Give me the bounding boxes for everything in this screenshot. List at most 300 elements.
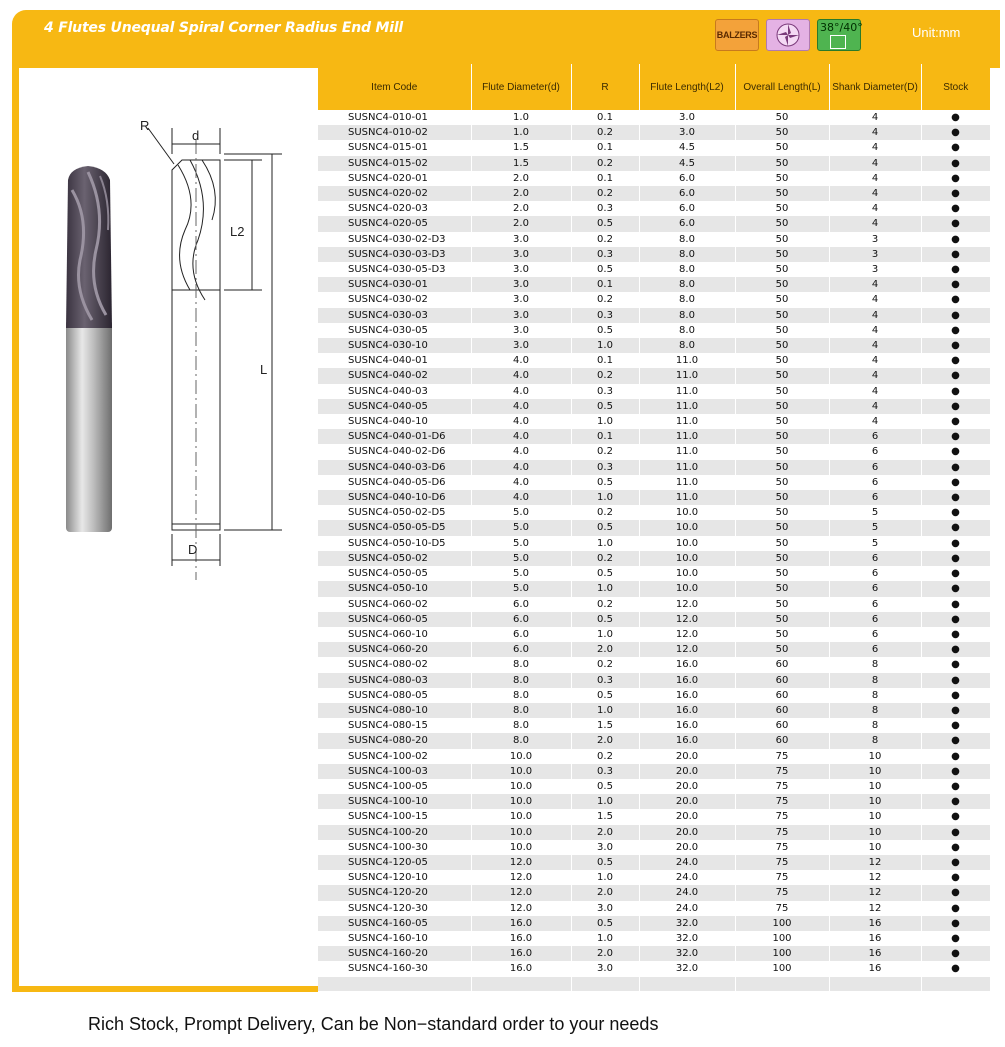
- table-row: [318, 794, 990, 809]
- table-cell: 75: [735, 794, 829, 809]
- table-cell: ●: [921, 551, 990, 566]
- table-cell: 10.0: [471, 840, 571, 855]
- table-cell: 75: [735, 809, 829, 824]
- table-cell: 6.0: [639, 171, 735, 186]
- table-row: [318, 612, 990, 627]
- shank-label: D: [188, 542, 198, 557]
- table-cell: 4: [829, 384, 921, 399]
- table-cell: 1.0: [471, 110, 571, 125]
- table-cell: 5: [829, 536, 921, 551]
- table-cell: 50: [735, 171, 829, 186]
- table-cell: 4: [829, 110, 921, 125]
- table-cell: 4: [829, 140, 921, 155]
- table-cell: 60: [735, 733, 829, 748]
- table-cell: 2.0: [571, 885, 639, 900]
- table-cell: 10.0: [471, 749, 571, 764]
- table-cell: 6: [829, 581, 921, 596]
- table-cell: 16.0: [471, 931, 571, 946]
- table-cell: SUSNC4-120-20: [318, 885, 471, 900]
- table-cell: 2.0: [571, 946, 639, 961]
- table-row: [318, 657, 990, 672]
- table-row: [318, 627, 990, 642]
- table-cell: ●: [921, 201, 990, 216]
- table-cell: 0.5: [571, 688, 639, 703]
- table-cell: ●: [921, 247, 990, 262]
- table-row: [318, 536, 990, 551]
- table-cell: 4.5: [639, 140, 735, 155]
- table-cell: 1.5: [471, 156, 571, 171]
- table-cell: 6.0: [471, 642, 571, 657]
- table-cell: 16.0: [639, 673, 735, 688]
- table-cell: 0.2: [571, 292, 639, 307]
- table-cell: ●: [921, 156, 990, 171]
- table-cell: SUSNC4-060-02: [318, 597, 471, 612]
- table-cell: ●: [921, 475, 990, 490]
- table-cell: 8.0: [471, 718, 571, 733]
- table-cell: ●: [921, 946, 990, 961]
- table-cell: 24.0: [639, 855, 735, 870]
- end-mill-drawing: [148, 128, 282, 580]
- table-cell: 50: [735, 460, 829, 475]
- table-row: [318, 308, 990, 323]
- table-cell: 12.0: [471, 855, 571, 870]
- table-cell: 0.3: [571, 460, 639, 475]
- table-cell: [639, 977, 735, 991]
- table-cell: ●: [921, 566, 990, 581]
- table-cell: 0.2: [571, 186, 639, 201]
- table-cell: 0.5: [571, 779, 639, 794]
- table-cell: 50: [735, 414, 829, 429]
- table-cell: 12.0: [471, 901, 571, 916]
- table-cell: 3: [829, 262, 921, 277]
- table-cell: ●: [921, 642, 990, 657]
- table-cell: 0.2: [571, 597, 639, 612]
- table-cell: SUSNC4-020-02: [318, 186, 471, 201]
- table-cell: ●: [921, 794, 990, 809]
- table-cell: 0.5: [571, 475, 639, 490]
- table-cell: SUSNC4-100-10: [318, 794, 471, 809]
- table-cell: 50: [735, 125, 829, 140]
- table-cell: 50: [735, 475, 829, 490]
- table-cell: SUSNC4-030-03-D3: [318, 247, 471, 262]
- table-cell: SUSNC4-080-02: [318, 657, 471, 672]
- table-row: [318, 931, 990, 946]
- table-cell: 24.0: [639, 901, 735, 916]
- table-cell: ●: [921, 414, 990, 429]
- table-cell: ●: [921, 277, 990, 292]
- table-row: [318, 718, 990, 733]
- table-cell: 20.0: [639, 794, 735, 809]
- table-cell: ●: [921, 110, 990, 125]
- table-row: [318, 870, 990, 885]
- table-row: [318, 125, 990, 140]
- table-row: [318, 673, 990, 688]
- table-cell: 8.0: [471, 657, 571, 672]
- table-cell: 24.0: [639, 870, 735, 885]
- table-cell: 3.0: [471, 262, 571, 277]
- table-cell: 0.1: [571, 277, 639, 292]
- page-title: 4 Flutes Unequal Spiral Corner Radius End Mill: [44, 20, 404, 36]
- table-cell: 20.0: [639, 825, 735, 840]
- table-cell: 10.0: [639, 581, 735, 596]
- table-cell: 75: [735, 825, 829, 840]
- table-cell: 50: [735, 520, 829, 535]
- table-cell: 1.0: [571, 581, 639, 596]
- table-cell: 0.1: [571, 353, 639, 368]
- table-row: [318, 429, 990, 444]
- table-cell: ●: [921, 444, 990, 459]
- helix-angle-icon: [817, 19, 861, 51]
- table-cell: ●: [921, 140, 990, 155]
- table-cell: 8.0: [471, 703, 571, 718]
- table-cell: 0.2: [571, 368, 639, 383]
- table-cell: SUSNC4-100-30: [318, 840, 471, 855]
- table-row: [318, 977, 990, 991]
- table-row: [318, 216, 990, 231]
- table-cell: 50: [735, 429, 829, 444]
- table-cell: SUSNC4-060-20: [318, 642, 471, 657]
- helix-box-icon: [830, 35, 846, 49]
- table-cell: 10: [829, 779, 921, 794]
- table-cell: 16.0: [471, 916, 571, 931]
- table-cell: 4.0: [471, 460, 571, 475]
- table-cell: SUSNC4-100-02: [318, 749, 471, 764]
- table-cell: 3.0: [471, 277, 571, 292]
- table-cell: 50: [735, 368, 829, 383]
- table-cell: 0.5: [571, 399, 639, 414]
- table-cell: 0.2: [571, 657, 639, 672]
- table-cell: SUSNC4-160-05: [318, 916, 471, 931]
- table-cell: 4.0: [471, 353, 571, 368]
- table-cell: 20.0: [639, 779, 735, 794]
- table-cell: ●: [921, 186, 990, 201]
- table-cell: SUSNC4-040-05: [318, 399, 471, 414]
- table-row: [318, 110, 990, 125]
- column-header: Overall Length(L): [735, 64, 829, 110]
- table-cell: 4: [829, 216, 921, 231]
- table-cell: SUSNC4-060-10: [318, 627, 471, 642]
- table-cell: 4.0: [471, 444, 571, 459]
- table-cell: 75: [735, 764, 829, 779]
- table-cell: SUSNC4-030-02: [318, 292, 471, 307]
- table-cell: SUSNC4-040-10-D6: [318, 490, 471, 505]
- table-cell: 0.1: [571, 171, 639, 186]
- table-cell: 50: [735, 505, 829, 520]
- table-cell: 60: [735, 718, 829, 733]
- table-cell: 5.0: [471, 505, 571, 520]
- table-row: [318, 581, 990, 596]
- table-cell: SUSNC4-040-02: [318, 368, 471, 383]
- table-cell: 5.0: [471, 551, 571, 566]
- end-mill-photo: [66, 166, 112, 532]
- table-cell: 75: [735, 870, 829, 885]
- table-cell: ●: [921, 931, 990, 946]
- table-cell: 0.5: [571, 916, 639, 931]
- table-cell: SUSNC4-080-10: [318, 703, 471, 718]
- table-cell: 11.0: [639, 368, 735, 383]
- table-cell: 75: [735, 885, 829, 900]
- table-cell: 12: [829, 885, 921, 900]
- table-cell: 50: [735, 232, 829, 247]
- table-cell: 0.2: [571, 444, 639, 459]
- table-cell: 8: [829, 673, 921, 688]
- table-cell: 16.0: [639, 688, 735, 703]
- table-row: [318, 566, 990, 581]
- column-header: Item Code: [318, 64, 471, 110]
- table-cell: 0.1: [571, 140, 639, 155]
- table-cell: 10.0: [639, 566, 735, 581]
- table-cell: ●: [921, 855, 990, 870]
- table-cell: 1.5: [571, 718, 639, 733]
- table-cell: SUSNC4-015-01: [318, 140, 471, 155]
- table-cell: 6: [829, 597, 921, 612]
- table-cell: 12.0: [471, 885, 571, 900]
- table-cell: SUSNC4-030-01: [318, 277, 471, 292]
- table-cell: 4: [829, 323, 921, 338]
- table-cell: 75: [735, 779, 829, 794]
- table-cell: 100: [735, 961, 829, 976]
- table-cell: ●: [921, 825, 990, 840]
- table-row: [318, 475, 990, 490]
- table-cell: 8.0: [639, 277, 735, 292]
- table-cell: [318, 977, 471, 991]
- table-cell: 4: [829, 292, 921, 307]
- table-row: [318, 414, 990, 429]
- table-cell: 50: [735, 642, 829, 657]
- table-cell: 10: [829, 764, 921, 779]
- table-cell: 0.1: [571, 110, 639, 125]
- table-cell: 50: [735, 292, 829, 307]
- r-label: R: [140, 118, 150, 133]
- table-cell: 0.2: [571, 505, 639, 520]
- table-row: [318, 323, 990, 338]
- table-cell: 3.0: [471, 232, 571, 247]
- bottom-accent-bar: [12, 986, 318, 992]
- table-cell: 50: [735, 201, 829, 216]
- table-cell: 5: [829, 505, 921, 520]
- table-cell: 4: [829, 338, 921, 353]
- table-cell: 2.0: [571, 733, 639, 748]
- unit-label: Unit:mm: [912, 25, 961, 40]
- table-row: [318, 551, 990, 566]
- l2-label: L2: [230, 224, 245, 239]
- table-cell: 6: [829, 642, 921, 657]
- table-cell: 1.0: [571, 414, 639, 429]
- table-cell: SUSNC4-050-05-D5: [318, 520, 471, 535]
- table-cell: 16: [829, 916, 921, 931]
- four-flute-icon: [766, 19, 810, 51]
- table-cell: [571, 977, 639, 991]
- table-row: [318, 733, 990, 748]
- d-label: d: [192, 128, 200, 143]
- table-cell: 6.0: [471, 597, 571, 612]
- table-cell: 50: [735, 140, 829, 155]
- table-cell: 4.0: [471, 368, 571, 383]
- table-cell: 2.0: [471, 201, 571, 216]
- table-row: [318, 916, 990, 931]
- column-header: R: [571, 64, 639, 110]
- table-cell: 50: [735, 627, 829, 642]
- table-cell: SUSNC4-040-01: [318, 353, 471, 368]
- table-cell: 6.0: [639, 216, 735, 231]
- table-cell: 12.0: [639, 597, 735, 612]
- table-cell: 4: [829, 368, 921, 383]
- table-cell: 50: [735, 308, 829, 323]
- table-cell: 10: [829, 794, 921, 809]
- table-row: [318, 809, 990, 824]
- table-cell: 12.0: [639, 642, 735, 657]
- table-cell: ●: [921, 885, 990, 900]
- table-cell: 5.0: [471, 536, 571, 551]
- table-cell: 16.0: [639, 657, 735, 672]
- table-row: [318, 490, 990, 505]
- table-cell: 32.0: [639, 916, 735, 931]
- table-cell: 8.0: [639, 308, 735, 323]
- table-row: [318, 688, 990, 703]
- table-cell: 8: [829, 703, 921, 718]
- column-header: Shank Diameter(D): [829, 64, 921, 110]
- table-cell: 11.0: [639, 475, 735, 490]
- table-cell: 16.0: [471, 946, 571, 961]
- table-cell: ●: [921, 597, 990, 612]
- table-cell: 50: [735, 536, 829, 551]
- table-cell: 50: [735, 612, 829, 627]
- table-cell: ●: [921, 460, 990, 475]
- table-cell: 1.0: [571, 490, 639, 505]
- table-cell: 4: [829, 156, 921, 171]
- table-cell: 20.0: [639, 840, 735, 855]
- table-cell: 10: [829, 840, 921, 855]
- table-cell: 3: [829, 247, 921, 262]
- table-cell: SUSNC4-120-30: [318, 901, 471, 916]
- table-cell: 4: [829, 277, 921, 292]
- table-cell: SUSNC4-050-10-D5: [318, 536, 471, 551]
- table-cell: 4.0: [471, 414, 571, 429]
- table-cell: 3.0: [471, 292, 571, 307]
- table-cell: 20.0: [639, 809, 735, 824]
- table-cell: 4.5: [639, 156, 735, 171]
- table-row: [318, 201, 990, 216]
- table-cell: 4.0: [471, 490, 571, 505]
- table-cell: 8: [829, 688, 921, 703]
- table-cell: 5.0: [471, 520, 571, 535]
- table-cell: 11.0: [639, 460, 735, 475]
- table-cell: [735, 977, 829, 991]
- table-cell: 0.2: [571, 125, 639, 140]
- table-cell: 3.0: [571, 961, 639, 976]
- table-cell: 4.0: [471, 399, 571, 414]
- table-cell: ●: [921, 749, 990, 764]
- table-cell: 8: [829, 718, 921, 733]
- table-cell: ●: [921, 520, 990, 535]
- table-cell: 16.0: [639, 703, 735, 718]
- table-cell: 50: [735, 247, 829, 262]
- table-cell: ●: [921, 779, 990, 794]
- table-cell: 32.0: [639, 961, 735, 976]
- table-cell: SUSNC4-050-02: [318, 551, 471, 566]
- table-cell: ●: [921, 673, 990, 688]
- table-cell: SUSNC4-010-01: [318, 110, 471, 125]
- table-cell: 1.0: [471, 125, 571, 140]
- table-cell: 0.1: [571, 429, 639, 444]
- table-cell: 4: [829, 201, 921, 216]
- table-cell: 3: [829, 232, 921, 247]
- table-cell: ●: [921, 171, 990, 186]
- table-cell: 1.0: [571, 794, 639, 809]
- table-cell: 1.5: [571, 809, 639, 824]
- table-cell: 8.0: [471, 673, 571, 688]
- table-cell: 12: [829, 855, 921, 870]
- table-cell: 4.0: [471, 384, 571, 399]
- table-cell: 3.0: [471, 323, 571, 338]
- table-cell: 32.0: [639, 931, 735, 946]
- table-row: [318, 171, 990, 186]
- table-cell: 4: [829, 399, 921, 414]
- table-cell: 3.0: [639, 110, 735, 125]
- table-cell: 0.5: [571, 520, 639, 535]
- table-cell: SUSNC4-030-02-D3: [318, 232, 471, 247]
- table-cell: 10.0: [471, 809, 571, 824]
- table-cell: 50: [735, 216, 829, 231]
- table-cell: 0.2: [571, 156, 639, 171]
- table-cell: 8: [829, 733, 921, 748]
- table-cell: 60: [735, 673, 829, 688]
- table-cell: SUSNC4-040-02-D6: [318, 444, 471, 459]
- table-cell: SUSNC4-100-15: [318, 809, 471, 824]
- table-cell: 0.5: [571, 855, 639, 870]
- table-cell: ●: [921, 612, 990, 627]
- table-cell: 10.0: [471, 764, 571, 779]
- table-row: [318, 520, 990, 535]
- table-cell: 10.0: [471, 825, 571, 840]
- table-cell: 1.0: [571, 931, 639, 946]
- table-cell: SUSNC4-120-10: [318, 870, 471, 885]
- balzers-coating-badge: [715, 19, 759, 51]
- table-cell: 3.0: [571, 901, 639, 916]
- table-cell: ●: [921, 870, 990, 885]
- table-cell: 3.0: [571, 840, 639, 855]
- table-cell: 50: [735, 277, 829, 292]
- table-row: [318, 399, 990, 414]
- table-cell: 2.0: [471, 186, 571, 201]
- table-row: [318, 140, 990, 155]
- table-cell: 6: [829, 551, 921, 566]
- table-cell: 5.0: [471, 566, 571, 581]
- table-cell: 20.0: [639, 764, 735, 779]
- table-cell: ●: [921, 308, 990, 323]
- table-row: [318, 460, 990, 475]
- table-cell: SUSNC4-030-10: [318, 338, 471, 353]
- table-cell: SUSNC4-020-05: [318, 216, 471, 231]
- table-cell: ●: [921, 262, 990, 277]
- table-cell: 50: [735, 581, 829, 596]
- column-header: Flute Length(L2): [639, 64, 735, 110]
- table-cell: SUSNC4-040-10: [318, 414, 471, 429]
- table-cell: ●: [921, 399, 990, 414]
- left-accent-bar: [12, 62, 19, 992]
- table-cell: ●: [921, 384, 990, 399]
- table-cell: 6.0: [471, 627, 571, 642]
- table-cell: 100: [735, 946, 829, 961]
- table-cell: 4: [829, 171, 921, 186]
- table-row: [318, 505, 990, 520]
- table-cell: 6.0: [639, 186, 735, 201]
- table-cell: 6: [829, 475, 921, 490]
- table-cell: 6: [829, 627, 921, 642]
- table-cell: SUSNC4-100-03: [318, 764, 471, 779]
- table-cell: 6: [829, 612, 921, 627]
- table-cell: ●: [921, 961, 990, 976]
